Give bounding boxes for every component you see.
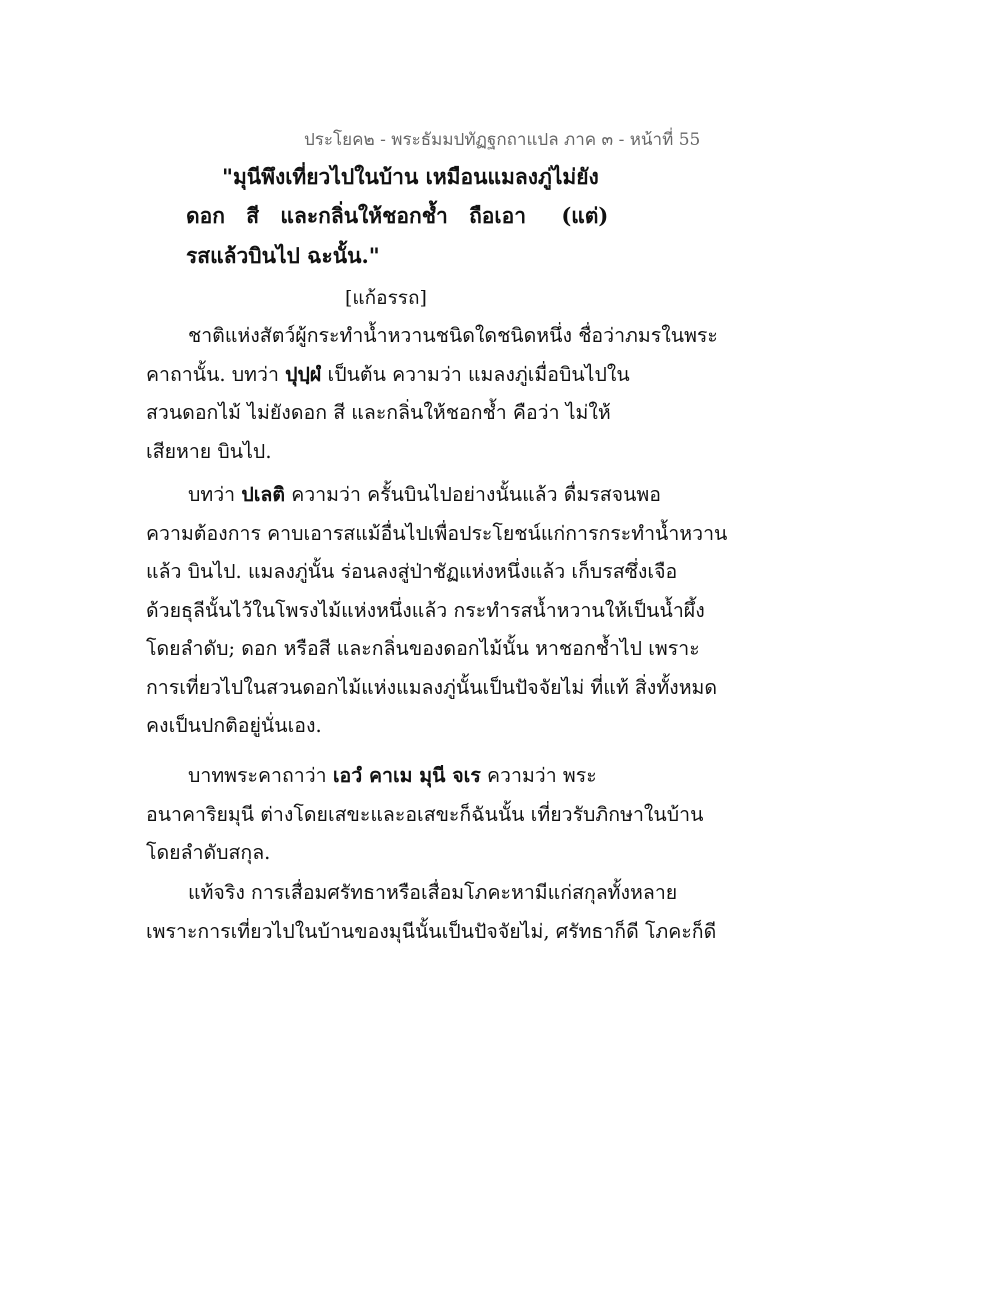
text-run: ความว่า พระ xyxy=(480,764,597,787)
paragraph-line: เสียหาย บินไป. xyxy=(146,439,272,463)
paragraph-line: โดยลำดับ; ดอก หรือสี และกลิ่นของดอกไม้นั้น หาชอกช้ำไป เพราะ xyxy=(146,637,700,660)
section-caption: [แก้อรรถ] xyxy=(345,287,427,309)
verse-line-3: รสแล้วบินไป ฉะนั้น." xyxy=(186,243,380,268)
verse-line-1: "มุนีพึงเที่ยวไปในบ้าน เหมือนแมลงภู่ไม่ยัง xyxy=(222,164,599,189)
verse-line-2-part: ถือเอา xyxy=(469,203,526,228)
verse-line-2-part: และกลิ่นให้ชอกช้ำ xyxy=(280,203,448,228)
paragraph-line: โดยลำดับสกุล. xyxy=(146,841,271,864)
paragraph-line: ชาติแห่งสัตว์ผู้กระทำน้ำหวานชนิดใดชนิดหนึ่ง ชื่อว่าภมรในพระ xyxy=(188,324,718,347)
paragraph-line: สวนดอกไม้ ไม่ยังดอก สี และกลิ่นให้ชอกช้ำ คือว่า ไม่ให้ xyxy=(146,401,611,424)
text-run: ความว่า ครั้นบินไปอย่างนั้นแล้ว ดื่มรสจนพอ xyxy=(285,483,661,506)
text-run: บทว่า xyxy=(188,483,242,506)
paragraph-1 xyxy=(146,317,718,471)
text-run: เป็นต้น ความว่า แมลงภู่เมื่อบินไปใน xyxy=(321,362,630,386)
paragraph-line: คงเป็นปกติอยู่นั่นเอง. xyxy=(146,714,322,737)
text-run: บาทพระคาถาว่า xyxy=(188,764,333,787)
verse-line-2 xyxy=(186,200,608,233)
pali-term: ปุปฺผํ xyxy=(285,362,322,386)
paragraph-line: แท้จริง การเสื่อมศรัทธาหรือเสื่อมโภคะหามีแก่สกุลทั้งหลาย xyxy=(188,881,678,904)
paragraph-line xyxy=(146,476,706,515)
pali-term: เอวํ คาเม มุนี จเร xyxy=(332,764,481,787)
paragraph-line: ด้วยธุลีนั้นไว้ในโพรงไม้แห่งหนึ่งแล้ว กระทำรสน้ำหวานให้เป็นน้ำผึ้ง xyxy=(146,598,705,622)
verse-line-2-part: ดอก xyxy=(186,203,225,228)
paragraph-4 xyxy=(146,874,717,951)
paragraph-line: ความต้องการ คาบเอารสแม้อื่นไปเพื่อประโยชน์แก่การกระทำน้ำหวาน xyxy=(146,521,728,545)
paragraph-line xyxy=(146,757,706,796)
paragraph-line: แล้ว บินไป. แมลงภู่นั้น ร่อนลงสู่ป่าชัฏแห่งหนึ่งแล้ว เก็บรสซึ่งเจือ xyxy=(146,560,678,583)
verse-line-2-part: (แต่) xyxy=(561,203,609,228)
verse-line-2-part: สี xyxy=(246,203,260,228)
pali-term: ปเลติ xyxy=(241,483,285,506)
text-run: คาถานั้น. บทว่า xyxy=(146,362,286,386)
running-header: ประโยค๒ - พระธัมมปทัฏฐกถาแปล ภาค ๓ - หน้าที่ 55 xyxy=(304,130,701,150)
paragraph-3 xyxy=(146,757,706,873)
paragraph-line xyxy=(146,356,706,395)
paragraph-line: อนาคาริยมุนี ต่างโดยเสขะและอเสขะก็ฉันนั้น เที่ยวรับภิกษาในบ้าน xyxy=(146,802,704,826)
paragraph-line: เพราะการเที่ยวไปในบ้านของมุนีนั้นเป็นปัจจัยไม่, ศรัทธาก็ดี โภคะก็ดี xyxy=(146,919,717,943)
paragraph-2 xyxy=(146,476,728,746)
paragraph-line: การเที่ยวไปในสวนดอกไม้แห่งแมลงภู่นั้นเป็นปัจจัยไม่ ที่แท้ สิ่งทั้งหมด xyxy=(146,675,718,699)
